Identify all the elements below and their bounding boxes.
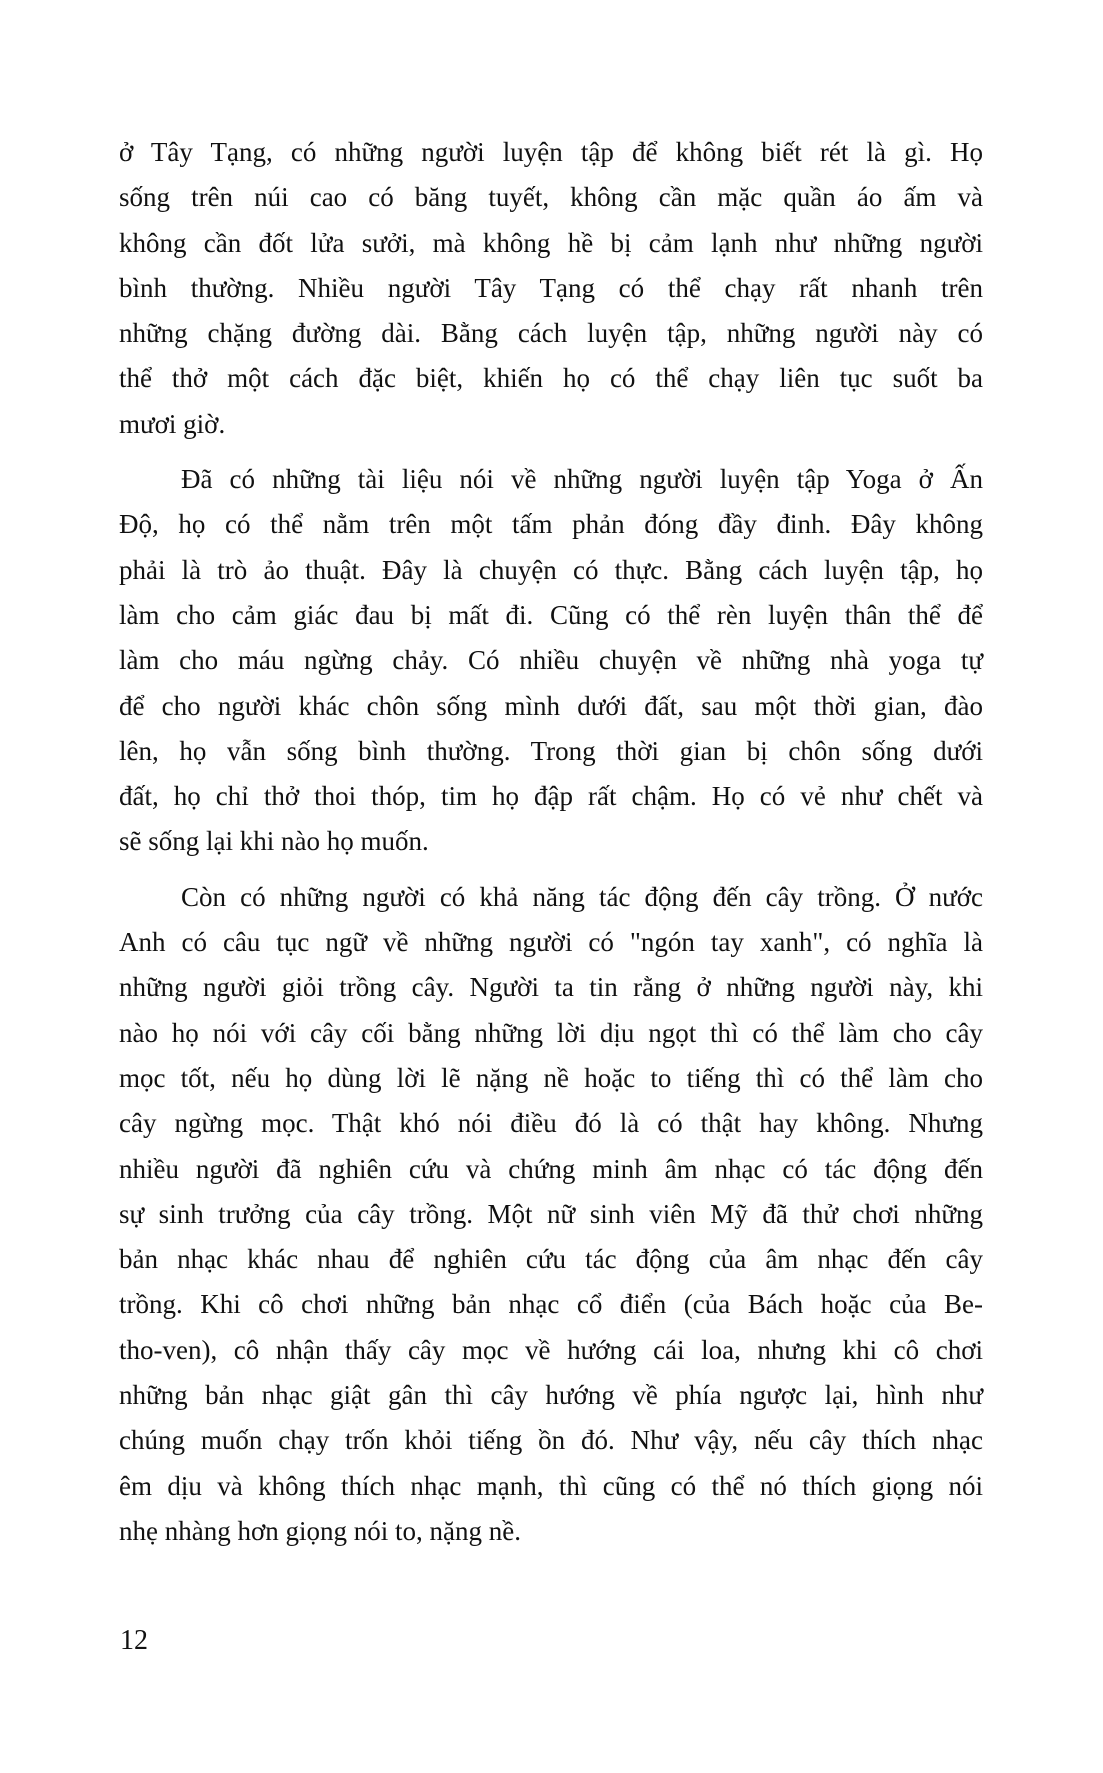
text-line: Đã có những tài liệu nói về những người luyện tập Yoga ở Ấn — [181, 464, 983, 495]
paragraph-3 — [119, 875, 983, 1554]
text-line: Độ, họ có thể nằm trên một tấm phản đóng đầy đinh. Đây không — [119, 509, 983, 540]
text-line: những bản nhạc giật gân thì cây hướng về phía ngược lại, hình như — [119, 1380, 983, 1411]
text-line: êm dịu và không thích nhạc mạnh, thì cũng có thể nó thích giọng nói — [119, 1470, 983, 1501]
text-line: mươi giờ. — [119, 408, 226, 439]
body-text — [119, 130, 983, 1564]
text-line: bản nhạc khác nhau để nghiên cứu tác động của âm nhạc đến cây — [119, 1244, 983, 1275]
text-line: phải là trò ảo thuật. Đây là chuyện có thực. Bằng cách luyện tập, họ — [119, 554, 983, 585]
text-line: thể thở một cách đặc biệt, khiến họ có thể chạy liên tục suốt ba — [119, 363, 983, 394]
text-line: nào họ nói với cây cối bằng những lời dịu ngọt thì có thể làm cho cây — [119, 1017, 983, 1048]
page-number: 12 — [120, 1625, 148, 1656]
text-line: những người giỏi trồng cây. Người ta tin rằng ở những người này, khi — [119, 972, 983, 1003]
text-line: làm cho máu ngừng chảy. Có nhiều chuyện về những nhà yoga tự — [119, 645, 983, 676]
text-line: làm cho cảm giác đau bị mất đi. Cũng có thể rèn luyện thân thể để — [119, 599, 983, 630]
text-line: Còn có những người có khả năng tác động đến cây trồng. Ở nước — [181, 881, 983, 912]
text-line: ở Tây Tạng, có những người luyện tập để không biết rét là gì. Họ — [119, 137, 983, 167]
text-line: bình thường. Nhiều người Tây Tạng có thể chạy rất nhanh trên — [119, 272, 983, 303]
text-line: Anh có câu tục ngữ về những người có "ngón tay xanh", có nghĩa là — [119, 927, 983, 958]
text-line: tho-ven), cô nhận thấy cây mọc về hướng cái loa, nhưng khi cô chơi — [119, 1334, 983, 1365]
text-line: sẽ sống lại khi nào họ muốn. — [119, 826, 429, 857]
text-line: sống trên núi cao có băng tuyết, không cần mặc quần áo ấm và — [119, 182, 983, 213]
paragraph-1 — [119, 130, 983, 447]
text-line: để cho người khác chôn sống mình dưới đất, sau một thời gian, đào — [119, 690, 983, 721]
text-line: những chặng đường dài. Bằng cách luyện tập, những người này có — [119, 318, 983, 349]
text-line: cây ngừng mọc. Thật khó nói điều đó là có thật hay không. Nhưng — [119, 1108, 983, 1139]
text-line: sự sinh trưởng của cây trồng. Một nữ sinh viên Mỹ đã thử chơi những — [119, 1198, 983, 1229]
text-line: đất, họ chỉ thở thoi thóp, tim họ đập rất chậm. Họ có vẻ như chết và — [119, 781, 983, 812]
text-line: nhiều người đã nghiên cứu và chứng minh âm nhạc có tác động đến — [119, 1153, 983, 1184]
text-line: mọc tốt, nếu họ dùng lời lẽ nặng nề hoặc to tiếng thì có thể làm cho — [119, 1062, 983, 1093]
paragraph-2 — [119, 457, 983, 865]
text-line: trồng. Khi cô chơi những bản nhạc cổ điển (của Bách hoặc của Be- — [119, 1289, 983, 1320]
text-line: nhẹ nhàng hơn giọng nói to, nặng nề. — [119, 1515, 521, 1546]
text-line: lên, họ vẫn sống bình thường. Trong thời gian bị chôn sống dưới — [119, 735, 983, 766]
text-line: không cần đốt lửa sưởi, mà không hề bị cảm lạnh như những người — [119, 227, 983, 258]
text-line: chúng muốn chạy trốn khỏi tiếng ồn đó. Như vậy, nếu cây thích nhạc — [119, 1425, 983, 1456]
